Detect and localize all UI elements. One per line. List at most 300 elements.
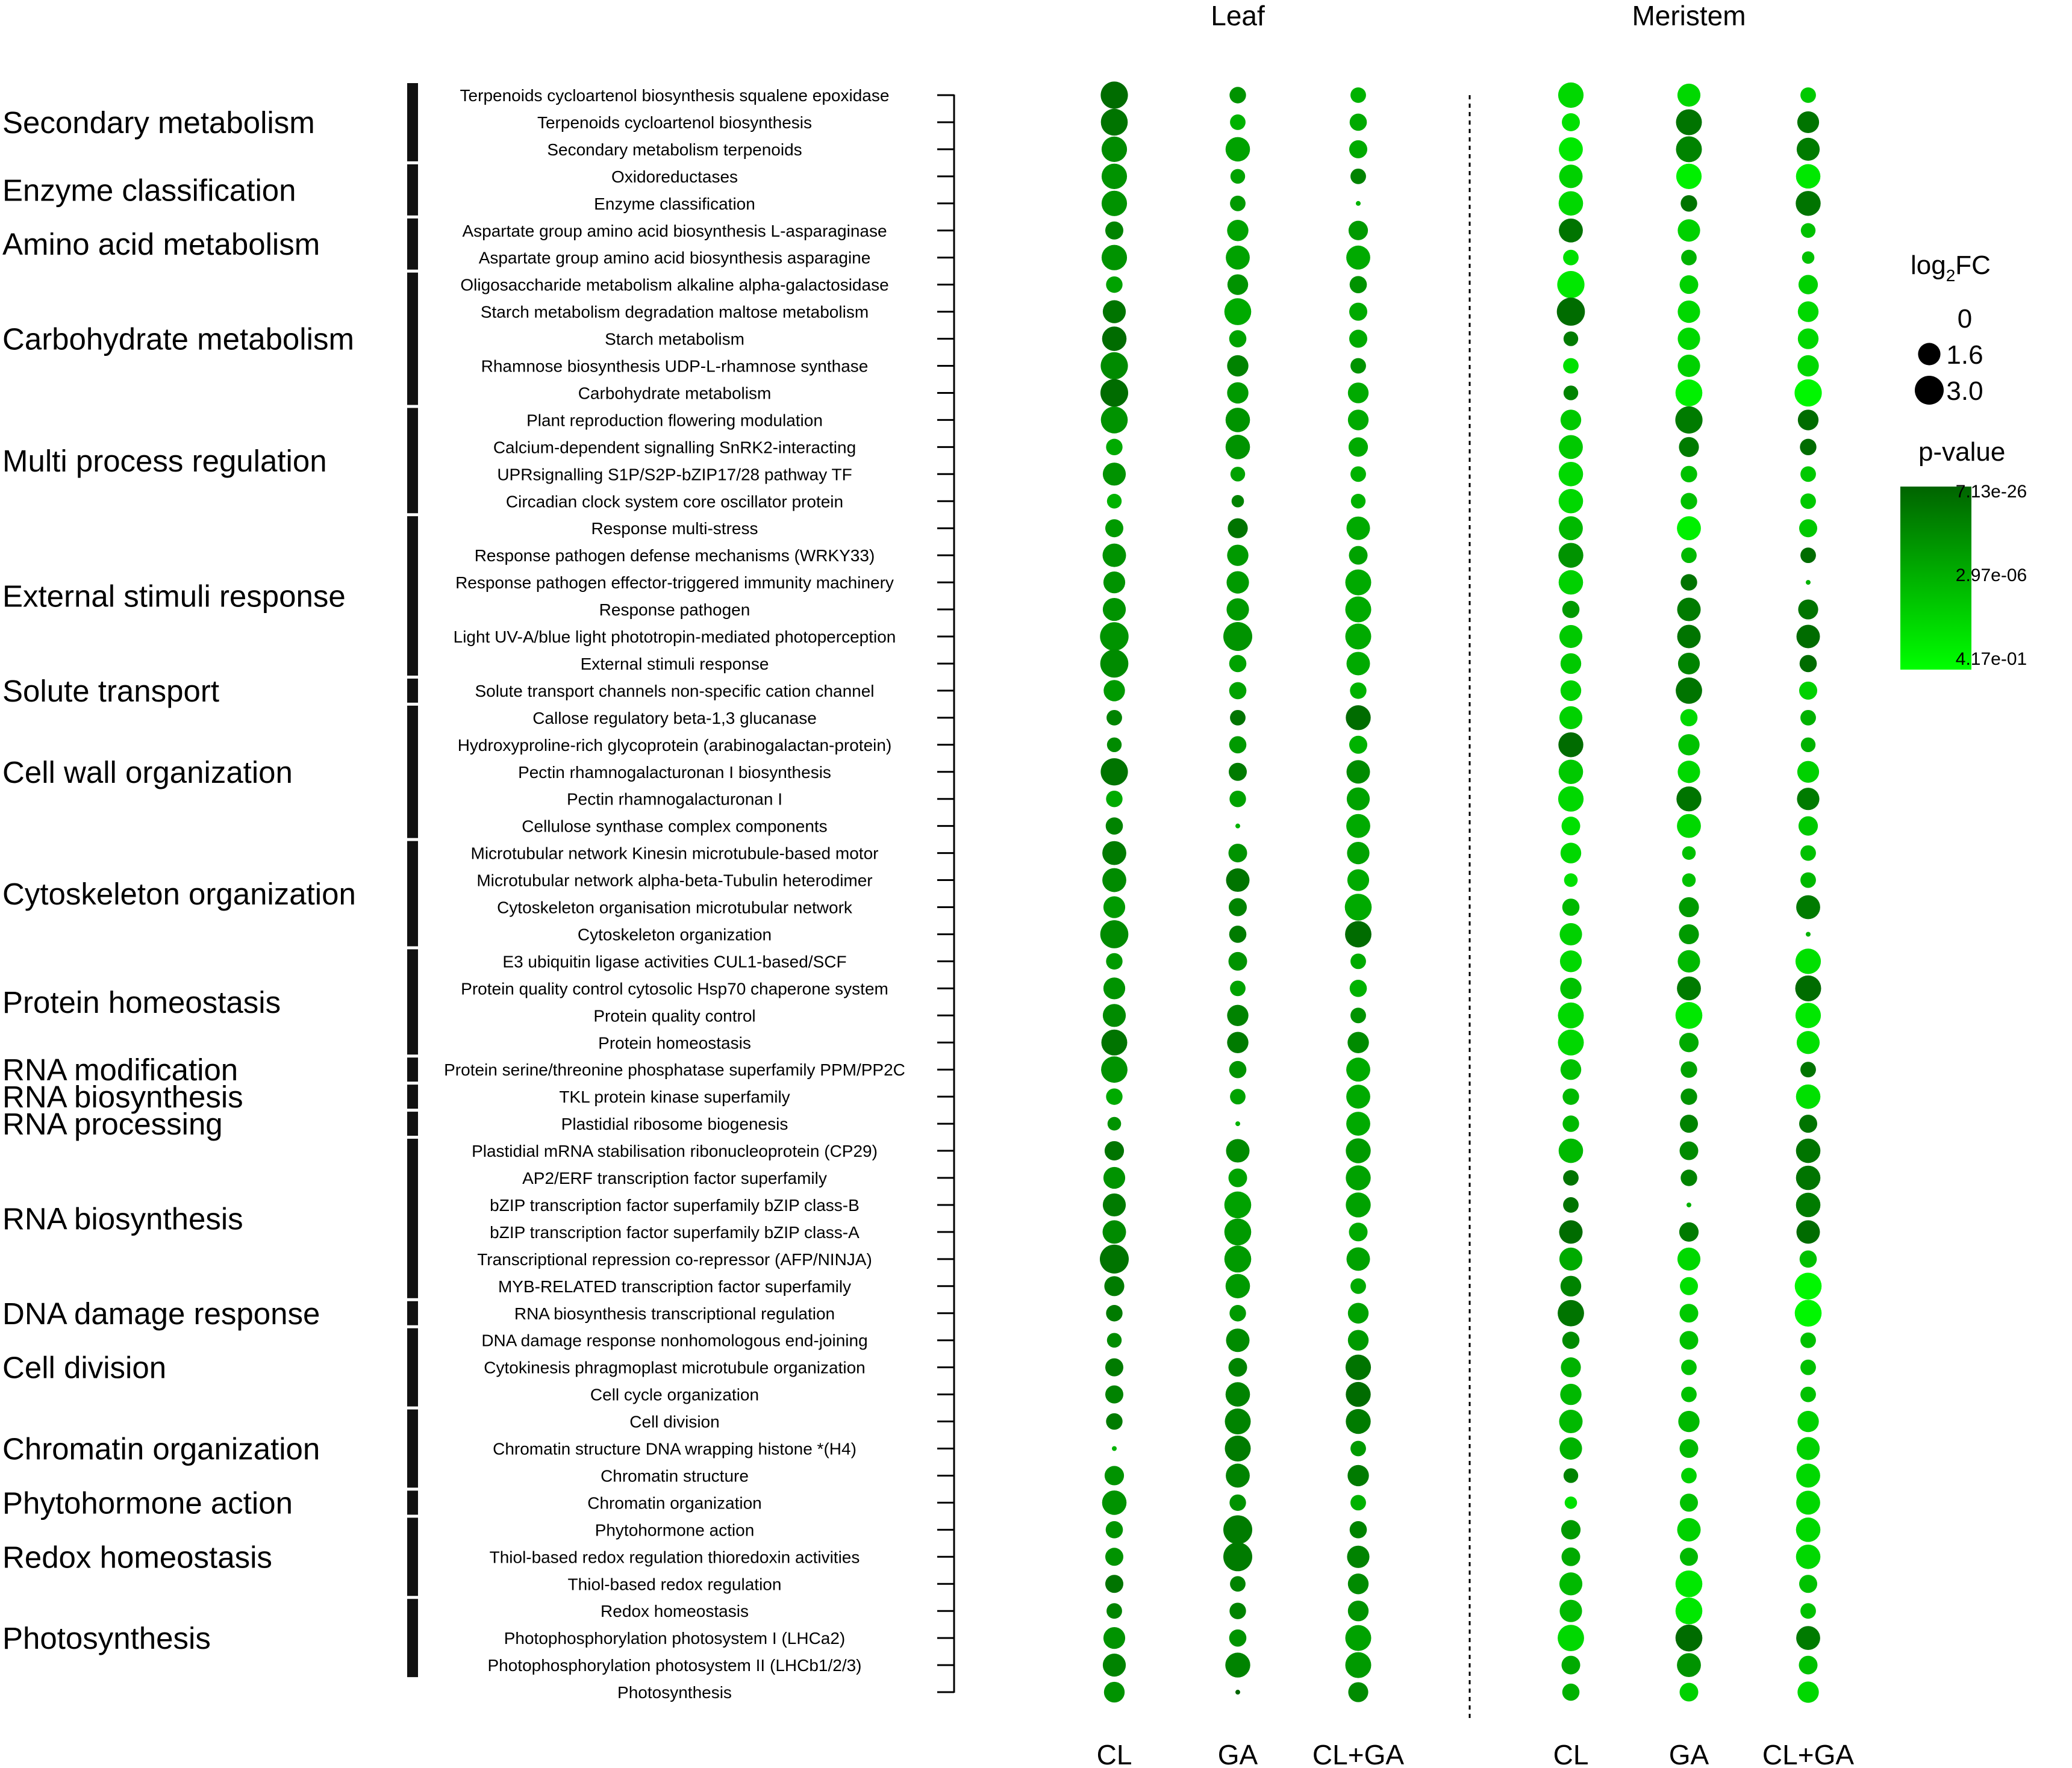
bubble-meristem-cl <box>1562 1684 1580 1701</box>
bubble-meristem-cl <box>1558 732 1583 757</box>
category-label-rna-biosynthesis: RNA biosynthesis <box>2 1080 243 1115</box>
bubble-leaf-cl <box>1100 758 1128 785</box>
bubble-leaf-cl-ga <box>1346 1625 1371 1651</box>
bubble-leaf-cl <box>1105 1141 1124 1160</box>
bubble-leaf-cl-ga <box>1346 814 1370 838</box>
bubble-leaf-cl-ga <box>1349 546 1368 565</box>
bubble-leaf-cl-ga <box>1349 221 1368 240</box>
bubble-meristem-ga <box>1677 761 1700 783</box>
bubble-leaf-cl <box>1105 1466 1124 1485</box>
bubble-leaf-ga <box>1225 298 1252 325</box>
bubble-leaf-cl <box>1105 222 1123 240</box>
term-label: Starch metabolism <box>605 329 744 349</box>
term-label: Chromatin structure <box>601 1466 749 1486</box>
bubble-leaf-cl <box>1102 1490 1127 1515</box>
color-legend-label: 2.97e-06 <box>1955 565 2027 585</box>
bubble-leaf-cl <box>1100 81 1128 108</box>
bubble-leaf-cl <box>1105 1386 1123 1404</box>
condition-labels <box>1097 1739 1855 1768</box>
bubble-leaf-cl-ga <box>1350 466 1366 482</box>
legend <box>1900 251 2027 670</box>
bubble-leaf-ga <box>1227 355 1248 376</box>
bubble-leaf-cl <box>1103 571 1125 593</box>
category-label-phytohormone-action: Phytohormone action <box>2 1486 293 1521</box>
bubble-leaf-ga <box>1229 1603 1246 1619</box>
bubble-leaf-cl-ga <box>1348 382 1368 403</box>
term-label: Plastidial ribosome biogenesis <box>561 1115 788 1134</box>
bubble-leaf-ga <box>1229 1061 1247 1079</box>
bubble-meristem-ga <box>1680 1169 1697 1186</box>
bubble-meristem-ga <box>1677 1248 1700 1271</box>
bubble-leaf-cl <box>1102 245 1127 270</box>
bubble-leaf-cl <box>1100 920 1129 948</box>
bubble-meristem-cl <box>1559 137 1583 161</box>
bubble-leaf-ga <box>1229 791 1246 807</box>
bubble-leaf-cl <box>1103 1627 1125 1649</box>
category-labels <box>2 83 418 1677</box>
bubble-leaf-cl <box>1104 1276 1124 1296</box>
bubble-leaf-cl <box>1106 439 1122 455</box>
bubble-meristem-cl <box>1561 653 1581 674</box>
category-bar <box>407 1112 418 1136</box>
bubble-meristem-cl-ga <box>1801 738 1815 752</box>
term-label: External stimuli response <box>580 654 769 673</box>
term-label: Starch metabolism degradation maltose metabolism <box>480 302 869 322</box>
term-label: Photophosphorylation photosystem II (LHCb1/2/3) <box>487 1656 862 1675</box>
term-label: DNA damage response nonhomologous end-joining <box>481 1331 868 1350</box>
category-label-cell-division: Cell division <box>2 1350 167 1385</box>
category-bar <box>407 1301 418 1325</box>
bubble-meristem-cl-ga <box>1800 873 1816 888</box>
bubble-leaf-cl <box>1106 276 1122 293</box>
term-label: Microtubular network Kinesin microtubule-based motor <box>470 844 879 863</box>
term-label: Transcriptional repression co-repressor (AFP/NINJA) <box>477 1250 872 1269</box>
bubble-meristem-ga <box>1680 1548 1698 1566</box>
bubble-meristem-cl <box>1563 1197 1579 1213</box>
bubble-leaf-cl-ga <box>1349 437 1368 456</box>
bubble-meristem-cl <box>1565 1496 1577 1509</box>
bubble-meristem-cl <box>1561 409 1581 430</box>
bubble-meristem-ga <box>1676 109 1702 135</box>
category-label-cell-wall-organization: Cell wall organization <box>2 755 293 789</box>
category-bar <box>407 679 418 703</box>
bubble-leaf-cl-ga <box>1346 1382 1370 1407</box>
bubble-meristem-cl <box>1561 842 1581 863</box>
bubble-leaf-ga <box>1229 736 1247 754</box>
panel-title-meristem: Meristem <box>1632 0 1746 31</box>
bubble-meristem-cl-ga <box>1799 1115 1817 1133</box>
bubble-leaf-ga <box>1230 1089 1246 1104</box>
bubble-leaf-ga <box>1225 1408 1251 1434</box>
category-label-redox-homeostasis: Redox homeostasis <box>2 1540 272 1575</box>
bubble-leaf-cl <box>1106 953 1122 970</box>
bubble-meristem-cl-ga <box>1800 439 1816 455</box>
bubble-meristem-cl-ga <box>1796 1626 1820 1650</box>
category-bar <box>407 273 418 405</box>
bubble-meristem-cl <box>1560 978 1581 999</box>
bubble-leaf-ga <box>1223 1515 1252 1544</box>
bubble-leaf-cl <box>1105 1548 1123 1566</box>
category-label-secondary-metabolism: Secondary metabolism <box>2 105 315 140</box>
bubble-leaf-cl <box>1103 1194 1126 1216</box>
bubble-leaf-cl <box>1103 896 1125 918</box>
condition-label-cl-ga: CL+GA <box>1312 1739 1405 1768</box>
category-label-cytoskeleton-organization: Cytoskeleton organization <box>2 877 356 912</box>
term-label: bZIP transcription factor superfamily bZIP class-A <box>490 1222 860 1242</box>
bubble-meristem-ga <box>1676 1625 1703 1652</box>
bubble-meristem-cl-ga <box>1797 138 1820 161</box>
bubble-leaf-cl <box>1106 1603 1122 1619</box>
term-label: Pectin rhamnogalacturonan I <box>567 789 782 809</box>
category-bar <box>407 164 418 216</box>
bubble-leaf-cl <box>1102 868 1126 892</box>
bubble-meristem-ga <box>1680 574 1697 590</box>
bubble-meristem-cl-ga <box>1800 1603 1816 1619</box>
bubble-leaf-ga <box>1228 274 1248 294</box>
bubble-meristem-cl-ga <box>1802 251 1815 264</box>
category-bar <box>407 516 418 676</box>
bubble-meristem-cl-ga <box>1798 409 1818 430</box>
bubble-leaf-cl-ga <box>1350 276 1367 293</box>
bubble-meristem-cl-ga <box>1798 328 1818 349</box>
bubble-meristem-ga <box>1677 950 1700 973</box>
bubble-leaf-cl-ga <box>1349 1222 1368 1241</box>
bubble-meristem-ga <box>1677 355 1700 377</box>
bubble-meristem-ga <box>1681 1387 1697 1402</box>
bubble-meristem-ga <box>1677 516 1701 540</box>
bubble-leaf-cl <box>1105 1359 1123 1377</box>
bubble-leaf-cl-ga <box>1347 517 1370 540</box>
bubble-meristem-cl-ga <box>1800 655 1817 673</box>
term-label: Chromatin organization <box>587 1493 762 1513</box>
bubble-meristem-cl <box>1562 1088 1579 1104</box>
bubble-leaf-cl-ga <box>1347 1247 1370 1271</box>
bubble-meristem-cl-ga <box>1799 519 1817 537</box>
bubble-meristem-cl-ga <box>1797 1681 1818 1702</box>
bubble-meristem-cl-ga <box>1806 580 1811 585</box>
bubble-meristem-cl <box>1559 1572 1582 1595</box>
bubble-leaf-ga <box>1235 1690 1240 1695</box>
category-bar <box>407 1599 418 1677</box>
bubble-meristem-ga <box>1679 924 1699 944</box>
bubble-leaf-cl <box>1103 300 1126 323</box>
bubble-leaf-ga <box>1230 980 1246 996</box>
bubble-leaf-cl-ga <box>1347 869 1369 891</box>
bubble-leaf-cl-ga <box>1350 358 1366 374</box>
bubble-leaf-cl <box>1103 544 1126 567</box>
bubble-meristem-ga <box>1677 328 1700 350</box>
bubble-meristem-cl <box>1563 358 1579 374</box>
term-label: Photosynthesis <box>617 1683 732 1702</box>
bubble-meristem-ga <box>1680 1304 1699 1322</box>
bubble-leaf-ga <box>1225 1652 1250 1677</box>
bubble-leaf-ga <box>1227 1005 1248 1026</box>
term-label: Circadian clock system core oscillator protein <box>505 492 844 511</box>
bubble-leaf-cl-ga <box>1348 1573 1368 1594</box>
bubble-meristem-cl <box>1561 1357 1581 1377</box>
term-label: Cellulose synthase complex components <box>522 817 828 836</box>
term-label: Redox homeostasis <box>601 1602 749 1621</box>
bubble-leaf-cl <box>1106 1413 1122 1430</box>
bubble-leaf-ga <box>1230 1576 1246 1592</box>
bubble-leaf-cl-ga <box>1349 303 1367 321</box>
bubble-meristem-cl <box>1562 601 1580 618</box>
bubble-meristem-cl-ga <box>1796 895 1820 920</box>
term-label: bZIP transcription factor superfamily bZIP class-B <box>490 1195 860 1215</box>
bubble-meristem-cl <box>1558 1030 1584 1056</box>
bubble-meristem-cl-ga <box>1796 948 1821 974</box>
bubble-leaf-cl-ga <box>1349 330 1367 348</box>
bubble-meristem-cl <box>1564 385 1578 400</box>
bubble-meristem-cl-ga <box>1796 1545 1821 1569</box>
term-label: TKL protein kinase superfamily <box>559 1088 790 1107</box>
term-label: Enzyme classification <box>594 194 755 213</box>
term-label: Protein quality control cytosolic Hsp70 chaperone system <box>461 979 888 998</box>
term-label: Rhamnose biosynthesis UDP-L-rhamnose synthase <box>481 356 869 376</box>
bubble-leaf-cl <box>1103 1654 1126 1676</box>
bubble-meristem-cl-ga <box>1800 1333 1816 1348</box>
bubble-leaf-ga <box>1230 710 1246 726</box>
bubble-leaf-cl <box>1103 680 1125 701</box>
term-label: Response pathogen effector-triggered immunity machinery <box>455 573 894 593</box>
bubble-leaf-ga <box>1226 1139 1250 1163</box>
bubble-meristem-cl-ga <box>1796 1139 1821 1163</box>
term-label: Pectin rhamnogalacturonan I biosynthesis <box>518 762 831 782</box>
bubble-meristem-cl-ga <box>1800 87 1816 103</box>
bubble-meristem-cl <box>1559 191 1584 216</box>
bubble-meristem-cl <box>1558 82 1584 108</box>
bubble-meristem-cl <box>1558 1300 1584 1327</box>
bubble-leaf-cl-ga <box>1345 921 1371 948</box>
category-bar <box>407 1328 418 1407</box>
bubble-leaf-cl-ga <box>1350 1278 1366 1294</box>
bubble-meristem-cl-ga <box>1806 932 1811 936</box>
term-label: Secondary metabolism terpenoids <box>547 140 802 159</box>
color-legend-title: p-value <box>1918 437 2006 467</box>
bubble-leaf-cl-ga <box>1350 1521 1367 1539</box>
bubble-meristem-ga <box>1680 1683 1699 1702</box>
term-label: Cell cycle organization <box>590 1385 760 1404</box>
bubble-meristem-cl <box>1561 1276 1581 1296</box>
bubble-meristem-cl <box>1559 489 1584 514</box>
bubble-meristem-ga <box>1677 598 1701 621</box>
category-label-protein-homeostasis: Protein homeostasis <box>2 985 281 1019</box>
term-label: Oxidoreductases <box>611 167 738 186</box>
bubble-meristem-cl-ga <box>1796 1166 1821 1191</box>
bubble-leaf-cl <box>1106 791 1122 807</box>
bubble-meristem-cl <box>1559 759 1584 784</box>
bubble-leaf-cl-ga <box>1346 1165 1370 1190</box>
condition-label-ga: GA <box>1217 1739 1258 1768</box>
bubble-leaf-cl <box>1103 1167 1125 1189</box>
bubble-meristem-cl <box>1559 1220 1583 1244</box>
bubble-meristem-ga <box>1676 1002 1703 1029</box>
bubble-meristem-cl-ga <box>1796 1491 1820 1515</box>
bubble-meristem-cl <box>1562 898 1580 916</box>
bubble-leaf-cl-ga <box>1348 1330 1368 1351</box>
bubble-leaf-cl <box>1102 164 1127 189</box>
bubble-leaf-cl <box>1102 1030 1128 1056</box>
bubble-leaf-cl-ga <box>1346 1652 1371 1678</box>
bubble-meristem-cl-ga <box>1797 1031 1820 1054</box>
bubble-leaf-cl-ga <box>1347 1032 1368 1053</box>
bubble-leaf-cl <box>1100 1245 1129 1274</box>
bubble-leaf-ga <box>1226 1464 1250 1488</box>
bubble-meristem-cl <box>1558 786 1584 812</box>
bubble-leaf-ga <box>1226 435 1250 459</box>
term-label: Hydroxyproline-rich glycoprotein (arabinogalactan-protein) <box>457 735 892 755</box>
bubble-leaf-ga <box>1229 952 1247 971</box>
bubble-meristem-cl <box>1564 873 1578 887</box>
term-label: Cell division <box>629 1412 720 1431</box>
bubble-meristem-ga <box>1680 493 1697 509</box>
bubble-leaf-cl <box>1102 326 1127 351</box>
term-label: E3 ubiquitin ligase activities CUL1-based/SCF <box>502 952 847 971</box>
bubble-meristem-cl-ga <box>1800 493 1816 509</box>
bubble-meristem-ga <box>1677 1518 1701 1542</box>
bubble-meristem-cl <box>1559 1410 1583 1433</box>
category-bar <box>407 1410 418 1488</box>
category-label-solute-transport: Solute transport <box>2 673 220 708</box>
bubble-leaf-cl <box>1100 622 1128 650</box>
bubble-meristem-ga <box>1676 136 1702 162</box>
bubble-leaf-cl <box>1105 1575 1123 1593</box>
bubble-meristem-ga <box>1680 1439 1699 1458</box>
bubble-meristem-cl-ga <box>1797 1411 1818 1432</box>
bubble-leaf-cl <box>1106 1088 1122 1104</box>
size-legend-dot <box>1915 376 1944 405</box>
bubble-leaf-cl-ga <box>1350 1495 1366 1511</box>
bubble-meristem-ga <box>1679 1222 1699 1242</box>
bubble-leaf-cl <box>1106 1305 1122 1321</box>
size-legend-label: 0 <box>1957 304 1973 334</box>
bubble-leaf-cl-ga <box>1346 1085 1370 1109</box>
bubble-leaf-cl <box>1107 494 1122 508</box>
bubble-leaf-cl <box>1112 1446 1117 1451</box>
bubble-meristem-ga <box>1677 219 1700 241</box>
category-bar <box>407 841 418 947</box>
bubble-leaf-cl-ga <box>1346 624 1371 650</box>
bubble-meristem-cl-ga <box>1800 466 1816 482</box>
bubble-leaf-ga <box>1229 1358 1247 1377</box>
bubble-leaf-ga <box>1226 1382 1250 1407</box>
bubble-meristem-cl-ga <box>1800 1360 1816 1375</box>
bubble-meristem-ga <box>1676 677 1702 704</box>
bubble-leaf-cl <box>1100 650 1129 678</box>
term-label: Light UV-A/blue light phototropin-mediated photoperception <box>453 627 896 646</box>
bubble-meristem-ga <box>1676 1598 1703 1625</box>
bubble-leaf-ga <box>1229 898 1247 917</box>
bubble-leaf-cl <box>1103 1220 1126 1244</box>
bubble-meristem-cl <box>1559 219 1583 243</box>
bubble-leaf-ga <box>1226 598 1249 620</box>
bubble-meristem-cl-ga <box>1800 1387 1816 1402</box>
bubble-meristem-ga <box>1678 1411 1699 1432</box>
bubble-leaf-cl <box>1103 977 1125 999</box>
term-label: MYB-RELATED transcription factor superfamily <box>498 1277 852 1296</box>
bubble-meristem-cl <box>1562 113 1580 131</box>
bubble-meristem-cl-ga <box>1797 1437 1820 1460</box>
bubble-leaf-cl-ga <box>1346 246 1370 270</box>
bubble-meristem-cl-ga <box>1796 1464 1820 1488</box>
bubble-leaf-ga <box>1225 1219 1252 1246</box>
bubble-meristem-ga <box>1677 84 1700 107</box>
bubble-leaf-ga <box>1228 518 1247 538</box>
term-label: Oligosaccharide metabolism alkaline alpha-galactosidase <box>460 275 889 294</box>
bubble-meristem-cl-ga <box>1799 682 1817 700</box>
bubble-leaf-cl-ga <box>1351 494 1365 508</box>
bubble-meristem-cl <box>1563 250 1579 266</box>
bubble-leaf-ga <box>1229 926 1247 943</box>
bubble-leaf-cl-ga <box>1349 140 1367 158</box>
bubble-meristem-ga <box>1680 1142 1699 1160</box>
bubble-leaf-cl <box>1108 1117 1122 1131</box>
bubble-leaf-ga <box>1229 1169 1247 1187</box>
bubble-leaf-ga <box>1232 495 1244 508</box>
bubble-meristem-cl-ga <box>1800 710 1816 726</box>
bubble-meristem-ga <box>1682 873 1696 887</box>
bubble-meristem-ga <box>1679 1033 1699 1052</box>
bubble-meristem-ga <box>1677 814 1701 838</box>
bubble-leaf-ga <box>1230 196 1246 211</box>
category-bar <box>407 1085 418 1109</box>
bubble-meristem-cl <box>1559 923 1582 945</box>
bubble-meristem-cl-ga <box>1796 191 1820 216</box>
bubble-leaf-ga <box>1227 220 1248 241</box>
bubble-meristem-cl-ga <box>1796 1517 1821 1542</box>
bubble-meristem-cl-ga <box>1798 599 1818 619</box>
bubble-meristem-cl-ga <box>1797 1220 1820 1244</box>
bubble-meristem-ga <box>1680 1062 1697 1078</box>
bubbles <box>1100 81 1822 1702</box>
bubble-meristem-cl <box>1561 1520 1581 1539</box>
bubble-meristem-cl-ga <box>1800 845 1816 861</box>
bubble-leaf-cl <box>1102 191 1127 216</box>
bubble-leaf-cl-ga <box>1347 1465 1368 1486</box>
term-label: AP2/ERF transcription factor superfamily <box>522 1169 827 1187</box>
bubble-leaf-ga <box>1227 382 1248 403</box>
category-label-chromatin-organization: Chromatin organization <box>2 1431 320 1466</box>
bubble-leaf-ga <box>1229 1305 1246 1321</box>
bubble-leaf-cl <box>1101 1056 1128 1083</box>
bubble-leaf-cl-ga <box>1347 652 1370 675</box>
bubble-meristem-cl <box>1562 1331 1580 1349</box>
bubble-meristem-cl <box>1563 1170 1579 1186</box>
bubble-leaf-cl-ga <box>1348 409 1368 430</box>
category-label-rna-modification: RNA modification <box>2 1053 239 1088</box>
panel-title-leaf: Leaf <box>1211 0 1265 31</box>
bubble-leaf-cl-ga <box>1350 1441 1366 1457</box>
bubble-meristem-cl <box>1558 1625 1584 1651</box>
bubble-meristem-cl-ga <box>1800 1062 1816 1077</box>
bubble-leaf-ga <box>1230 114 1246 130</box>
bubble-meristem-cl <box>1559 1139 1584 1163</box>
bubble-leaf-cl-ga <box>1345 894 1372 921</box>
bubble-leaf-cl <box>1103 598 1126 621</box>
bubble-meristem-ga <box>1678 653 1700 674</box>
bubble-leaf-ga <box>1229 655 1247 673</box>
bubble-leaf-ga <box>1226 137 1250 162</box>
term-label: Microtubular network alpha-beta-Tubulin heterodimer <box>476 871 873 890</box>
bubble-leaf-ga <box>1229 1495 1246 1511</box>
bubble-meristem-ga <box>1680 1277 1698 1295</box>
category-bar <box>407 219 418 270</box>
bubble-meristem-cl <box>1559 1248 1582 1271</box>
bubble-leaf-ga <box>1229 763 1247 781</box>
bubble-meristem-ga <box>1676 379 1703 406</box>
bubble-leaf-cl-ga <box>1346 1112 1370 1136</box>
condition-label-ga: GA <box>1668 1739 1709 1768</box>
